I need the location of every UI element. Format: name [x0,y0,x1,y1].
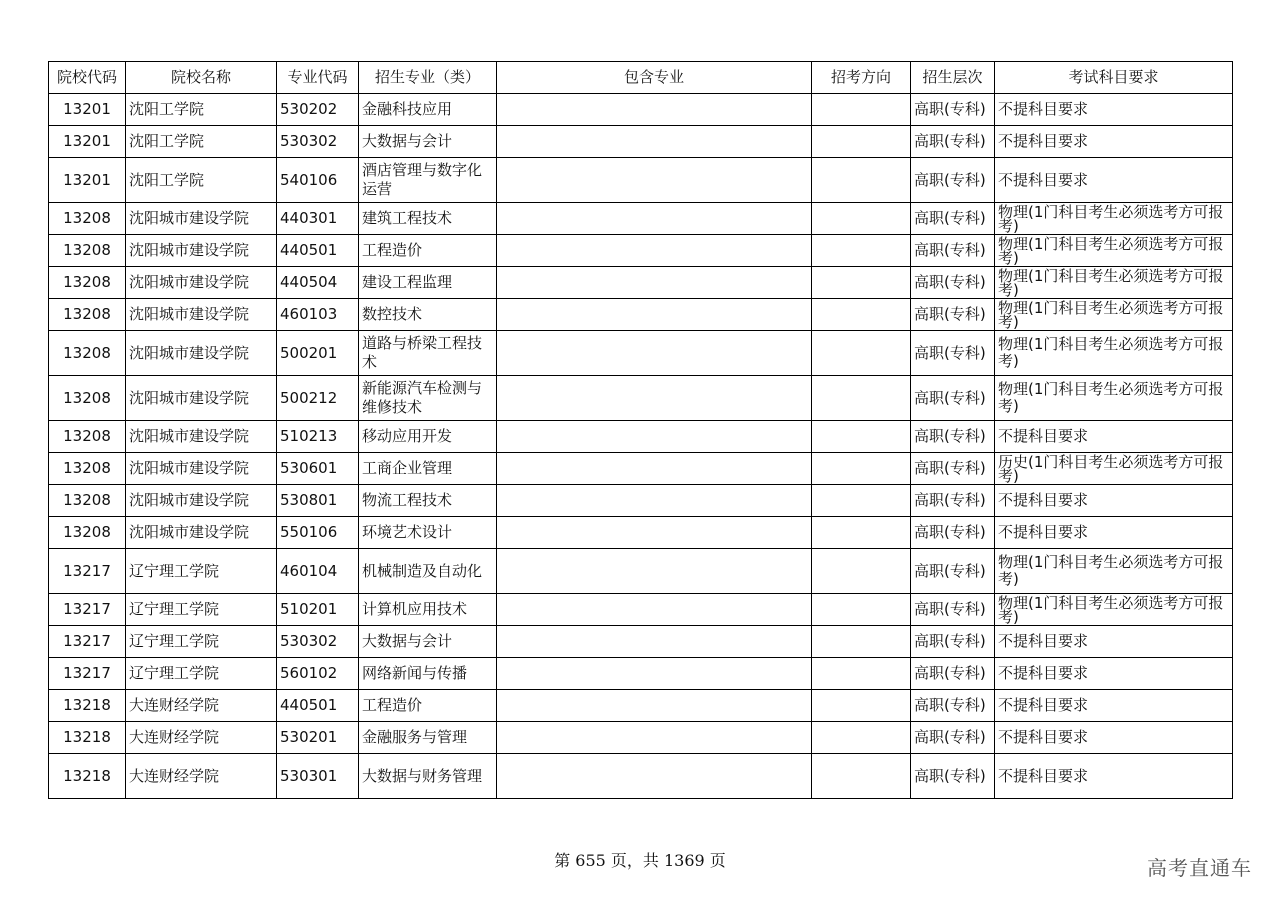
cell-major-code: 530801 [277,485,359,517]
cell-level: 高职(专科) [911,754,995,799]
cell-school-name: 沈阳城市建设学院 [126,235,277,267]
cell-major: 大数据与会计 [359,626,497,658]
cell-major: 工程造价 [359,235,497,267]
cell-major: 网络新闻与传播 [359,658,497,690]
cell-direction [812,376,911,421]
cell-major: 移动应用开发 [359,421,497,453]
cell-level: 高职(专科) [911,453,995,485]
cell-direction [812,754,911,799]
table-row [49,485,1233,517]
cell-included-majors [497,626,812,658]
cell-school-name: 沈阳城市建设学院 [126,453,277,485]
cell-included-majors [497,235,812,267]
cell-major-code: 550106 [277,517,359,549]
cell-school-code: 13201 [49,126,126,158]
cell-major-code: 530302 [277,626,359,658]
cell-level: 高职(专科) [911,549,995,594]
table-row [49,94,1233,126]
cell-school-name: 大连财经学院 [126,690,277,722]
header-level: 招生层次 [911,62,995,94]
cell-exam-requirement: 物理(1门科目考生必须选考方可报考) [995,594,1233,626]
cell-major-code: 440501 [277,690,359,722]
cell-direction [812,203,911,235]
cell-included-majors [497,158,812,203]
cell-level: 高职(专科) [911,158,995,203]
cell-level: 高职(专科) [911,235,995,267]
table-row [49,754,1233,799]
cell-exam-requirement: 物理(1门科目考生必须选考方可报考) [995,235,1233,267]
table-row [49,331,1233,376]
cell-direction [812,690,911,722]
cell-level: 高职(专科) [911,126,995,158]
cell-direction [812,626,911,658]
cell-major: 大数据与会计 [359,126,497,158]
cell-school-name: 沈阳城市建设学院 [126,485,277,517]
cell-level: 高职(专科) [911,299,995,331]
cell-exam-requirement: 物理(1门科目考生必须选考方可报考) [995,549,1233,594]
cell-exam-requirement: 物理(1门科目考生必须选考方可报考) [995,331,1233,376]
cell-major: 大数据与财务管理 [359,754,497,799]
cell-major: 物流工程技术 [359,485,497,517]
cell-school-name: 沈阳工学院 [126,94,277,126]
cell-included-majors [497,94,812,126]
table-row [49,722,1233,754]
table-row [49,626,1233,658]
cell-school-code: 13217 [49,658,126,690]
cell-major-code: 560102 [277,658,359,690]
cell-school-name: 沈阳工学院 [126,158,277,203]
cell-direction [812,158,911,203]
cell-school-code: 13208 [49,517,126,549]
cell-school-code: 13217 [49,626,126,658]
cell-included-majors [497,421,812,453]
cell-exam-requirement: 不提科目要求 [995,517,1233,549]
cell-exam-requirement: 不提科目要求 [995,658,1233,690]
cell-school-code: 13217 [49,549,126,594]
cell-exam-requirement: 历史(1门科目考生必须选考方可报考) [995,453,1233,485]
cell-school-code: 13208 [49,331,126,376]
cell-major-code: 460103 [277,299,359,331]
header-direction: 招考方向 [812,62,911,94]
cell-school-code: 13208 [49,421,126,453]
cell-major-code: 530201 [277,722,359,754]
cell-major-code: 530302 [277,126,359,158]
cell-included-majors [497,376,812,421]
table-row [49,376,1233,421]
cell-school-code: 13208 [49,453,126,485]
cell-included-majors [497,658,812,690]
table-row [49,267,1233,299]
header-exam-requirement: 考试科目要求 [995,62,1233,94]
cell-major: 数控技术 [359,299,497,331]
cell-included-majors [497,690,812,722]
cell-direction [812,299,911,331]
cell-school-name: 沈阳城市建设学院 [126,517,277,549]
header-school-name: 院校名称 [126,62,277,94]
cell-major-code: 510201 [277,594,359,626]
cell-school-name: 沈阳城市建设学院 [126,299,277,331]
cell-major: 酒店管理与数字化运营 [359,158,497,203]
cell-major-code: 530301 [277,754,359,799]
header-major: 招生专业（类） [359,62,497,94]
cell-direction [812,94,911,126]
cell-direction [812,722,911,754]
cell-major: 机械制造及自动化 [359,549,497,594]
table-row [49,453,1233,485]
cell-direction [812,594,911,626]
cell-school-code: 13208 [49,299,126,331]
cell-included-majors [497,517,812,549]
cell-level: 高职(专科) [911,594,995,626]
table-row [49,158,1233,203]
cell-major-code: 540106 [277,158,359,203]
cell-included-majors [497,594,812,626]
enrollment-table [48,61,1233,799]
cell-school-code: 13217 [49,594,126,626]
cell-major: 新能源汽车检测与维修技术 [359,376,497,421]
table-row [49,690,1233,722]
cell-major: 金融科技应用 [359,94,497,126]
cell-exam-requirement: 物理(1门科目考生必须选考方可报考) [995,299,1233,331]
cell-direction [812,331,911,376]
cell-school-name: 大连财经学院 [126,754,277,799]
cell-included-majors [497,722,812,754]
cell-major: 建筑工程技术 [359,203,497,235]
cell-major: 工程造价 [359,690,497,722]
table-row [49,203,1233,235]
cell-exam-requirement: 物理(1门科目考生必须选考方可报考) [995,203,1233,235]
cell-major-code: 510213 [277,421,359,453]
cell-major-code: 440301 [277,203,359,235]
table-row [49,299,1233,331]
cell-school-name: 辽宁理工学院 [126,594,277,626]
cell-level: 高职(专科) [911,690,995,722]
cell-level: 高职(专科) [911,421,995,453]
cell-level: 高职(专科) [911,658,995,690]
cell-direction [812,485,911,517]
cell-major: 道路与桥梁工程技术 [359,331,497,376]
cell-exam-requirement: 不提科目要求 [995,126,1233,158]
cell-level: 高职(专科) [911,722,995,754]
table-row [49,235,1233,267]
cell-direction [812,126,911,158]
cell-school-name: 辽宁理工学院 [126,626,277,658]
cell-direction [812,267,911,299]
cell-major-code: 500212 [277,376,359,421]
table-row [49,594,1233,626]
table-body [49,94,1233,799]
table-row [49,517,1233,549]
cell-school-name: 辽宁理工学院 [126,549,277,594]
cell-direction [812,549,911,594]
cell-major: 建设工程监理 [359,267,497,299]
cell-school-code: 13208 [49,267,126,299]
cell-exam-requirement: 不提科目要求 [995,158,1233,203]
cell-level: 高职(专科) [911,331,995,376]
cell-exam-requirement: 不提科目要求 [995,722,1233,754]
cell-school-name: 辽宁理工学院 [126,658,277,690]
cell-included-majors [497,299,812,331]
cell-major: 工商企业管理 [359,453,497,485]
cell-included-majors [497,754,812,799]
cell-major-code: 500201 [277,331,359,376]
cell-major: 计算机应用技术 [359,594,497,626]
cell-major-code: 460104 [277,549,359,594]
cell-major: 环境艺术设计 [359,517,497,549]
header-major-code: 专业代码 [277,62,359,94]
watermark-text: 高考直通车 [1147,856,1252,880]
cell-direction [812,517,911,549]
cell-direction [812,421,911,453]
cell-exam-requirement: 不提科目要求 [995,94,1233,126]
table-row [49,658,1233,690]
table-row [49,549,1233,594]
cell-included-majors [497,203,812,235]
cell-school-code: 13208 [49,376,126,421]
header-school-code: 院校代码 [49,62,126,94]
cell-included-majors [497,267,812,299]
cell-level: 高职(专科) [911,267,995,299]
cell-school-name: 沈阳工学院 [126,126,277,158]
cell-direction [812,658,911,690]
cell-school-code: 13208 [49,235,126,267]
cell-level: 高职(专科) [911,203,995,235]
cell-major: 金融服务与管理 [359,722,497,754]
cell-included-majors [497,331,812,376]
cell-major-code: 440501 [277,235,359,267]
cell-major-code: 530601 [277,453,359,485]
cell-included-majors [497,453,812,485]
cell-school-name: 沈阳城市建设学院 [126,203,277,235]
cell-level: 高职(专科) [911,517,995,549]
cell-school-name: 大连财经学院 [126,722,277,754]
cell-level: 高职(专科) [911,376,995,421]
cell-school-code: 13208 [49,203,126,235]
cell-included-majors [497,485,812,517]
cell-direction [812,453,911,485]
cell-school-code: 13218 [49,690,126,722]
cell-exam-requirement: 物理(1门科目考生必须选考方可报考) [995,267,1233,299]
cell-exam-requirement: 不提科目要求 [995,626,1233,658]
cell-exam-requirement: 物理(1门科目考生必须选考方可报考) [995,376,1233,421]
cell-exam-requirement: 不提科目要求 [995,421,1233,453]
header-included-majors: 包含专业 [497,62,812,94]
cell-school-code: 13218 [49,754,126,799]
cell-school-name: 沈阳城市建设学院 [126,421,277,453]
page-number: 第 655 页，共 1369 页 [554,851,726,870]
cell-included-majors [497,549,812,594]
cell-level: 高职(专科) [911,626,995,658]
table-row [49,421,1233,453]
cell-school-name: 沈阳城市建设学院 [126,331,277,376]
cell-major-code: 530202 [277,94,359,126]
cell-exam-requirement: 不提科目要求 [995,690,1233,722]
cell-major-code: 440504 [277,267,359,299]
table-header-row [49,62,1233,94]
cell-level: 高职(专科) [911,485,995,517]
cell-exam-requirement: 不提科目要求 [995,754,1233,799]
cell-school-code: 13201 [49,158,126,203]
cell-exam-requirement: 不提科目要求 [995,485,1233,517]
cell-school-code: 13208 [49,485,126,517]
cell-school-code: 13218 [49,722,126,754]
cell-level: 高职(专科) [911,94,995,126]
cell-included-majors [497,126,812,158]
cell-school-code: 13201 [49,94,126,126]
table-row [49,126,1233,158]
cell-school-name: 沈阳城市建设学院 [126,376,277,421]
cell-direction [812,235,911,267]
cell-school-name: 沈阳城市建设学院 [126,267,277,299]
